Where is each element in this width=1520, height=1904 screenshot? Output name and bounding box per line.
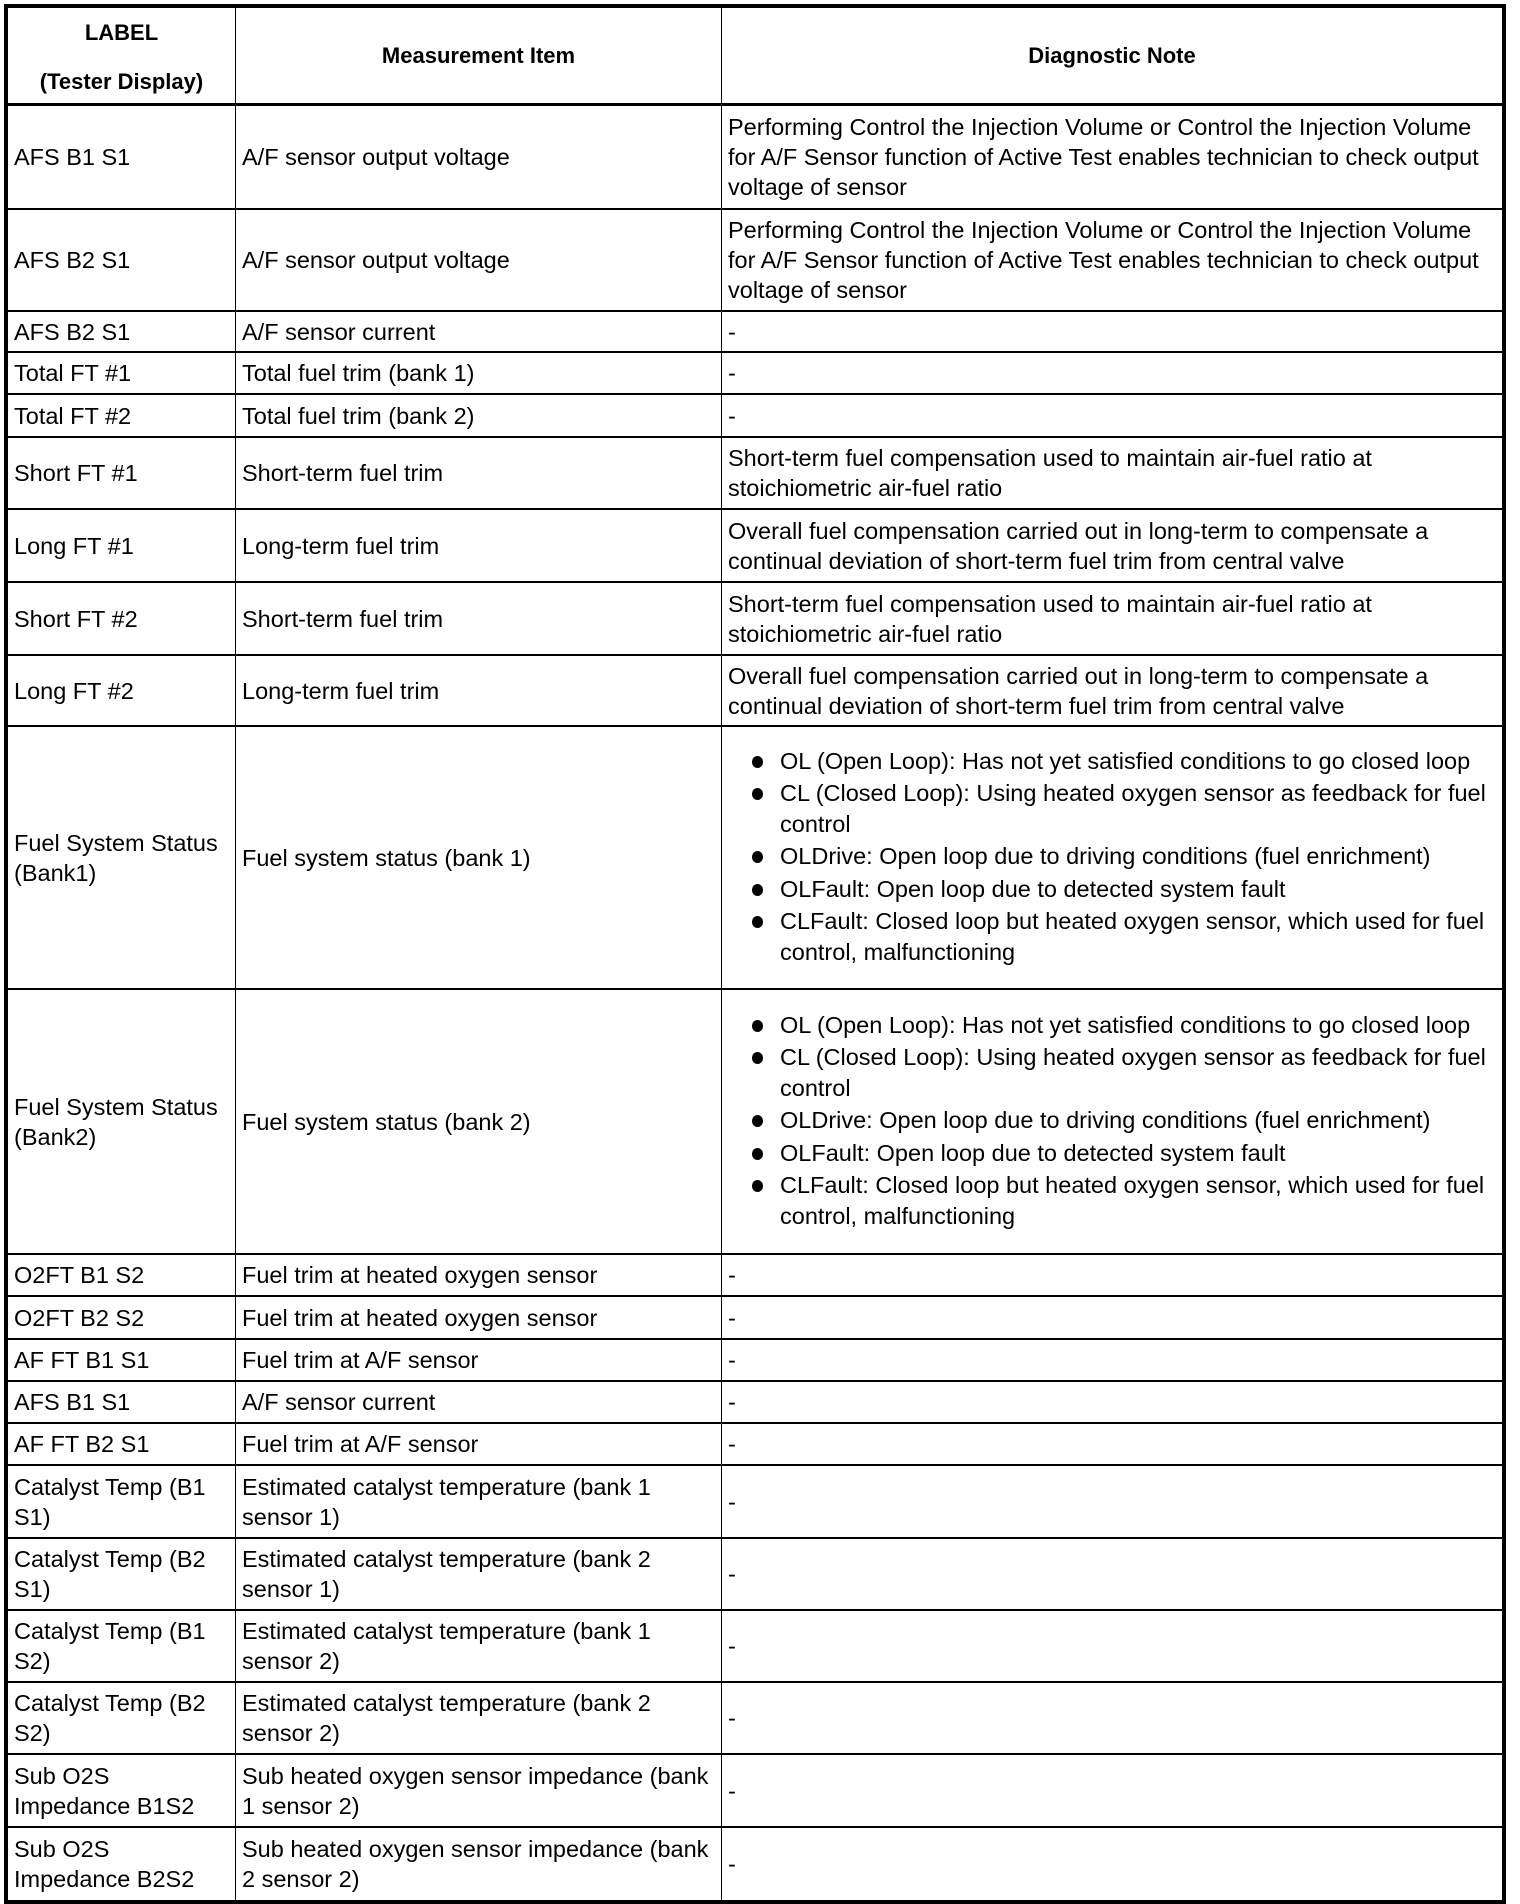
measurement-item-text: A/F sensor current (242, 318, 436, 345)
bullet-item: OL (Open Loop): Has not yet satisfied conditions to go closed loop (748, 1010, 1496, 1041)
diagnostic-note-text: - (728, 1389, 736, 1415)
diagnostic-note-text: - (728, 1262, 736, 1288)
label-text: Long FT #1 (14, 532, 134, 559)
label-text: Sub O2S Impedance B2S2 (14, 1836, 195, 1892)
label-cell (8, 106, 236, 210)
measurement-item-text: Sub heated oxygen sensor impedance (bank 1 sensor 2) (242, 1762, 709, 1819)
label-text: Catalyst Temp (B1 S1) (14, 1473, 206, 1530)
label-cell (8, 1828, 236, 1900)
label-cell (8, 395, 236, 438)
label-text: O2FT B1 S2 (14, 1262, 145, 1288)
label-text: Catalyst Temp (B1 S2) (14, 1618, 206, 1674)
label-cell (8, 727, 236, 990)
label-cell (8, 990, 236, 1255)
diagnostic-note-cell (722, 990, 1502, 1255)
diagnostic-note-text: - (728, 1851, 736, 1877)
bullet-item: OLFault: Open loop due to detected system fault (748, 874, 1496, 905)
measurement-item-text: Sub heated oxygen sensor impedance (bank 2 sensor 2) (242, 1836, 709, 1892)
label-cell (8, 1382, 236, 1424)
diagnostic-note-text: - (728, 360, 736, 386)
label-text: Sub O2S Impedance B1S2 (14, 1762, 195, 1819)
label-text: Fuel System Status (Bank2) (14, 1093, 218, 1150)
bullet-item: CLFault: Closed loop but heated oxygen sensor, which used for fuel control, malfunctioning (748, 1170, 1496, 1231)
measurement-item-cell (236, 395, 722, 438)
header-label-line1: LABEL (84, 20, 159, 45)
measurement-item-cell (236, 1424, 722, 1466)
measurement-item-text: Fuel trim at A/F sensor (242, 1347, 479, 1373)
measurement-item-cell (236, 1755, 722, 1828)
diagnostic-note-cell (722, 1340, 1502, 1382)
label-text: Catalyst Temp (B2 S1) (14, 1546, 206, 1602)
diagnostic-note-cell (722, 210, 1502, 312)
diagnostic-note-cell (722, 1297, 1502, 1340)
measurement-item-cell (236, 210, 722, 312)
label-text: Short FT #2 (14, 605, 138, 632)
label-text: O2FT B2 S2 (14, 1304, 145, 1331)
measurement-item-text: A/F sensor output voltage (242, 247, 510, 273)
label-text: Fuel System Status (Bank1) (14, 829, 218, 886)
measurement-item-text: Fuel trim at heated oxygen sensor (242, 1304, 598, 1331)
diagnostic-note-cell (722, 395, 1502, 438)
label-cell (8, 1683, 236, 1755)
bullet-item: CL (Closed Loop): Using heated oxygen sensor as feedback for fuel control (748, 778, 1496, 839)
label-cell (8, 1611, 236, 1683)
measurement-item-cell (236, 583, 722, 656)
measurement-item-text: Fuel system status (bank 2) (242, 1108, 531, 1135)
measurement-item-text: Fuel trim at heated oxygen sensor (242, 1262, 598, 1288)
bullet-item: CL (Closed Loop): Using heated oxygen sensor as feedback for fuel control (748, 1042, 1496, 1103)
diagnostic-note-text: Overall fuel compensation carried out in long-term to compensate a continual deviation of short-term fuel trim from central valve (728, 517, 1429, 574)
measurement-item-text: A/F sensor current (242, 1389, 436, 1415)
header-label (8, 8, 236, 106)
diagnostic-note-text: Overall fuel compensation carried out in long-term to compensate a continual deviation of short-term fuel trim from central valve (728, 662, 1429, 719)
label-text: AF FT B2 S1 (14, 1431, 150, 1457)
bullet-item: OLDrive: Open loop due to driving conditions (fuel enrichment) (748, 1105, 1496, 1136)
label-text: AFS B1 S1 (14, 144, 131, 170)
measurement-item-cell (236, 1683, 722, 1755)
measurement-item-cell (236, 1539, 722, 1611)
measurement-item-cell (236, 1382, 722, 1424)
measurement-item-text: Total fuel trim (bank 2) (242, 402, 475, 429)
label-cell (8, 1255, 236, 1297)
measurement-item-cell (236, 1466, 722, 1539)
measurement-item-cell (236, 727, 722, 990)
header-label-line2: (Tester Display) (39, 69, 204, 94)
diagnostic-note-text: Performing Control the Injection Volume or Control the Injection Volume for A/F Sensor function of Active Test enables technician to check output voltage of sensor (728, 217, 1479, 303)
measurement-item-text: Estimated catalyst temperature (bank 1 sensor 1) (242, 1473, 651, 1530)
diagnostic-note-text: - (728, 1705, 736, 1731)
diagnostic-note-cell (722, 312, 1502, 353)
measurement-item-text: Long-term fuel trim (242, 677, 440, 704)
diagnostic-note-text: - (728, 318, 736, 345)
diagnostic-note-text: - (728, 1488, 736, 1515)
diagnostic-note-text: - (728, 1431, 736, 1457)
label-text: Total FT #1 (14, 360, 132, 386)
label-cell (8, 353, 236, 395)
bullet-item: OLDrive: Open loop due to driving conditions (fuel enrichment) (748, 841, 1496, 872)
label-cell (8, 583, 236, 656)
diagnostic-note-cell (722, 1466, 1502, 1539)
diagnostic-note-cell (722, 1539, 1502, 1611)
diagnostic-note-text: - (728, 1633, 736, 1659)
label-text: Total FT #2 (14, 402, 132, 429)
diagnostic-note-cell (722, 1424, 1502, 1466)
diagnostic-note-cell (722, 1828, 1502, 1900)
label-cell (8, 1424, 236, 1466)
measurement-item-cell (236, 1611, 722, 1683)
measurement-item-text: Fuel trim at A/F sensor (242, 1431, 479, 1457)
measurement-item-text: Long-term fuel trim (242, 532, 440, 559)
measurement-item-text: A/F sensor output voltage (242, 144, 510, 170)
diagnostic-note-cell (722, 656, 1502, 727)
measurement-item-cell (236, 353, 722, 395)
diagnostic-note-cell (722, 1255, 1502, 1297)
diagnostic-note-cell (722, 353, 1502, 395)
measurement-item-cell (236, 438, 722, 510)
measurement-item-cell (236, 510, 722, 583)
measurement-item-text: Short-term fuel trim (242, 460, 444, 486)
fuel-status-bullet-list (728, 746, 1496, 970)
diagnostic-note-text: Short-term fuel compensation used to maintain air-fuel ratio at stoichiometric air-fuel ratio (728, 445, 1372, 501)
measurement-item-text: Estimated catalyst temperature (bank 1 sensor 2) (242, 1618, 651, 1674)
label-cell (8, 510, 236, 583)
measurement-item-cell (236, 312, 722, 353)
label-cell (8, 1340, 236, 1382)
label-text: AFS B2 S1 (14, 247, 131, 273)
bullet-item: OL (Open Loop): Has not yet satisfied conditions to go closed loop (748, 746, 1496, 777)
label-text: Short FT #1 (14, 460, 138, 486)
label-cell (8, 210, 236, 312)
diagnostic-note-text: - (728, 1777, 736, 1804)
diagnostic-note-cell (722, 1382, 1502, 1424)
data-list-table (4, 4, 1506, 1904)
measurement-item-text: Estimated catalyst temperature (bank 2 sensor 1) (242, 1546, 651, 1602)
measurement-item-cell (236, 106, 722, 210)
diagnostic-note-cell (722, 583, 1502, 656)
label-cell (8, 1297, 236, 1340)
diagnostic-note-text: - (728, 1347, 736, 1373)
diagnostic-note-text: - (728, 1561, 736, 1587)
measurement-item-cell (236, 1255, 722, 1297)
header-diagnostic-note: Diagnostic Note (722, 8, 1502, 106)
diagnostic-note-cell (722, 510, 1502, 583)
measurement-item-cell (236, 1828, 722, 1900)
diagnostic-note-cell (722, 1611, 1502, 1683)
label-cell (8, 1755, 236, 1828)
header-measurement-item: Measurement Item (236, 8, 722, 106)
measurement-item-text: Estimated catalyst temperature (bank 2 sensor 2) (242, 1690, 651, 1746)
label-cell (8, 312, 236, 353)
bullet-item: OLFault: Open loop due to detected system fault (748, 1138, 1496, 1169)
bullet-item: CLFault: Closed loop but heated oxygen sensor, which used for fuel control, malfunctioning (748, 906, 1496, 967)
label-cell (8, 438, 236, 510)
diagnostic-note-cell (722, 727, 1502, 990)
label-cell (8, 1539, 236, 1611)
diagnostic-note-text: - (728, 1304, 736, 1331)
measurement-item-cell (236, 1297, 722, 1340)
diagnostic-note-text: Performing Control the Injection Volume or Control the Injection Volume for A/F Sensor function of Active Test enables technician to check output voltage of sensor (728, 114, 1479, 200)
label-text: AFS B1 S1 (14, 1389, 131, 1415)
fuel-status-bullet-list (728, 1010, 1496, 1234)
diagnostic-note-cell (722, 1755, 1502, 1828)
diagnostic-note-cell (722, 1683, 1502, 1755)
label-text: Long FT #2 (14, 677, 134, 704)
measurement-item-text: Short-term fuel trim (242, 605, 444, 632)
label-cell (8, 1466, 236, 1539)
measurement-item-cell (236, 990, 722, 1255)
measurement-item-text: Total fuel trim (bank 1) (242, 360, 475, 386)
diagnostic-note-text: Short-term fuel compensation used to maintain air-fuel ratio at stoichiometric air-fuel ratio (728, 590, 1372, 647)
label-text: Catalyst Temp (B2 S2) (14, 1690, 206, 1746)
label-text: AFS B2 S1 (14, 318, 131, 345)
measurement-item-cell (236, 1340, 722, 1382)
diagnostic-note-cell (722, 106, 1502, 210)
label-cell (8, 656, 236, 727)
measurement-item-text: Fuel system status (bank 1) (242, 844, 531, 871)
diagnostic-note-cell (722, 438, 1502, 510)
diagnostic-note-text: - (728, 402, 736, 429)
measurement-item-cell (236, 656, 722, 727)
label-text: AF FT B1 S1 (14, 1347, 150, 1373)
